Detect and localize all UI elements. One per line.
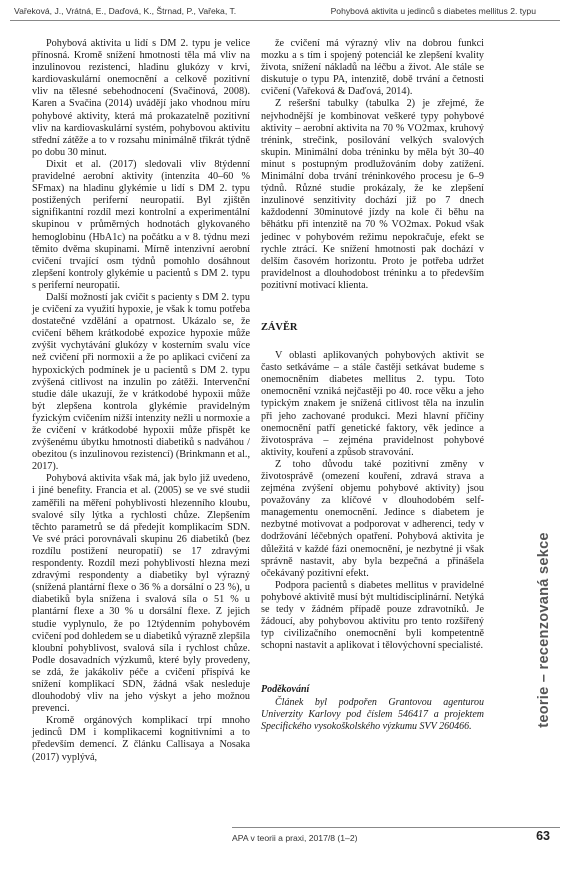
section-heading-conclusion: ZÁVĚR (261, 321, 298, 333)
body-paragraph: Z rešeršní tabulky (tabulka 2) je zřejmé, že nejvhodnější je kombinovat veškeré typy pohybové aktivity – aerobní aktivita na 70 % VO2max, kruhový trénink, strečink, posilování velkých svalových skupin. Minimální doba tréninku by měla být 30–40 minut s postupným prodlužováním doby zatížení. Minimální doba trvání tréninkového procesu je 6–9 týdnů. Různé studie prokázaly, že ke zlepšení inzulinové senzitivity dochází již po 7 dnech každodenní 30minutové jízdy na kole či běhu na běhátku při intenzitě na 70 % VO2max. Pokud však jedinec v pohybovém režimu nepokračuje, efekt se rychle ztrácí. Ke snížení hmotnosti pak dochází v delším časovém horizontu. Proto je potřeba udržet pravidelnost a dlouhodobost tréninku a to především pozitivní motivací klienta. (261, 98, 484, 291)
section-sidebar (524, 480, 564, 780)
acknowledgement-text: Článek byl podpořen Grantovou agenturou Univerzity Karlovy pod číslem 546417 a projektem Specifického vysokoškolského výzkumu SVV 260466. (261, 696, 484, 732)
header-short-title: Pohybová aktivita u jedinců s diabetes mellitus 2. typu (330, 6, 536, 16)
page-number: 63 (536, 829, 550, 843)
body-paragraph: Kromě orgánových komplikací trpí mnoho jedinců DM i komplikacemi kognitivními a to především demencí. Z článku Callisaya a Nosaka (2017) vyplývá, (32, 715, 250, 763)
body-paragraph: Další možností jak cvičit s pacienty s DM 2. typu je cvičení za využití hypoxie, je však k tomu potřeba dostatečné vzdělání a opatrnost. Ukázalo se, že cvičení během krátkodobé expozice hypoxie může zvýšit vychytávání glukózy v kosterním svalu více než cvičení při normoxii a že po aplikaci cvičení za hypoxických podmínek je u pacientů s DM 2. typu zvýšená citlivost na inzulin po zátěži. Intervenční studie dále ukazují, že v krátkodobé hypoxii může být zlepšena kontrola glykémie pravidelným fyzickým cvičením nižší intenzity nežli u normoxie a že cvičení v krátkodobé hypoxii může přispět ke zvýšenému úbytku hmotnosti diabetiků s nadváhou / obezitou (s inzulinovou rezistencí) (Brinkmann et al., 2017). (32, 291, 250, 473)
body-paragraph: Pohybová aktivita u lidí s DM 2. typu je velice přínosná. Kromě snížení hmotnosti těla má vliv na inzulinovou rezistenci, hladinu glukózy v krvi, kardiovaskulární onemocnění a celkově pozitivní vliv na tělesné sebehodnocení (Svačinová, 2008). Karen a Svačina (2014) uvádějí jako vhodnou míru pohybové aktivity, která má prokazatelně pozitivní vliv na kardiovaskulární systém, pohybovou aktivitu střední zátěže a to v rozsahu minimálně třikrát týdně po dobu 30 minut. (32, 38, 250, 158)
left-column (32, 38, 250, 764)
footer-rule (232, 827, 560, 828)
section-label: teorie – recenzovaná sekce (536, 532, 552, 728)
conclusion-paragraph: Z toho důvodu také pozitivní změny v životosprávě (omezení kouření, zdravá strava a zejména zvýšení objemu pohybové aktivity) jsou považovány za klíčové v dlouhodobém self-managementu onemocnění. Jedince s diabetem je nezbytné motivovat a podporovat v adherenci, tedy v dodržování léčebných opatření. Pohybová aktivita je důležitá v každé fázi onemocnění, je nezbytné ji však správně nastavit, aby byla bezpečná a přinášela očekávaný pozitivní efekt. (261, 458, 484, 579)
conclusion-paragraph: V oblasti aplikovaných pohybových aktivit se často setkáváme – a stále častěji setkávat budeme s onemocněním diabetes mellitus 2. typu. Toto onemocnění vzniká nejčastěji po 40. roce věku a jeho typickým znakem je snížená citlivost těla na inzulin při jeho zachované produkci. Mezi hlavní příčiny onemocnění patří genetické faktory, věk jedince a životospráva – zejména pravidelnost pohybové aktivity, kouření a způsob stravování. (261, 350, 484, 458)
right-column (261, 38, 484, 733)
header-authors: Vařeková, J., Vrátná, E., Daďová, K., Štrnad, P., Vařeka, T. (14, 6, 237, 16)
acknowledgement-title: Poděkování (261, 684, 310, 696)
body-paragraph: Pohybová aktivita však má, jak bylo již uvedeno, i jiné benefity. Francia et al. (2005) se ve své studii zaměřili na měření pohyblivosti hlezenního kloubu, svalové síly lýtka a rychlosti chůze. Zlepšením těchto parametrů se dá předejít komplikacím SDN. Ve své práci porovnávali skupinu 26 diabetiků (bez rozdílu postižení neuropatií) se 17 zdravými respondenty. Rozdíl mezi pohyblivostí hlezna mezi zdravými respondenty a diabetiky byl výrazný (snížená plantární flexe o 36 % a dorsální o 23 %), u diabetiků byla snížena i svalová síla o 51 % u plantární flexe a 30 % u dorsální flexe. Z jejich studie vyplynulo, že po 12týdenním pohybovém cvičení pod dohledem se u diabetiků výrazně zlepšila kloubní pohyblivost, svalová síla i rychlost chůze. Podle dosavadních výzkumů, které byly provedeny, se zdá, že jakákoliv péče a cvičení přispívá ke snížení komplikací SDN, žádná však nesleduje dlouhodobý vliv na jeho výskyt a jeho možnou prevenci. (32, 473, 250, 715)
body-paragraph: že cvičení má výrazný vliv na dobrou funkci mozku a s tím i spojený potenciál ke zlepšení kvality života, snížení nákladů na léčbu a život. Ale stále se diskutuje o typu PA, intenzitě, době trvání a četnosti cvičení (Vařeková & Daďová, 2014). (261, 38, 484, 98)
footer-journal: APA v teorii a praxi, 2017/8 (1–2) (232, 833, 358, 843)
conclusion-paragraph: Podpora pacientů s diabetes mellitus v pravidelné pohybové aktivitě musí být multidisciplinární. Netýká se tedy v žádném případě pouze zdravotníků. Je žádoucí, aby pohybovou aktivitu pro tento rozšířený typ civilizačního onemocnění byli kompetentně schopni nastavit a aplikovat i tělovýchovní specialisté. (261, 579, 484, 652)
body-paragraph: Dixit et al. (2017) sledovali vliv 8týdenní pravidelné aerobní aktivity (intenzita 40–60 % SFmax) na hladinu glykémie u lidí s DM 2. typu postižených periferní neuropatií. Byl zjištěn signifikantní rozdíl mezi kontrolní a experimentální skupinou v průměrných hodnotách glykovaného hemoglobinu (HbA1c) na počátku a v 8. týdnu mezi těmito dvěma skupinami. Mírně intenzivní aerobní cvičení trvající osm týdnů pomohlo dosáhnout zlepšení kontroly glykémie u pacientů s DM 2. typu s periferní neuropatií. (32, 158, 250, 291)
acknowledgement (261, 684, 484, 732)
running-header (10, 6, 560, 21)
